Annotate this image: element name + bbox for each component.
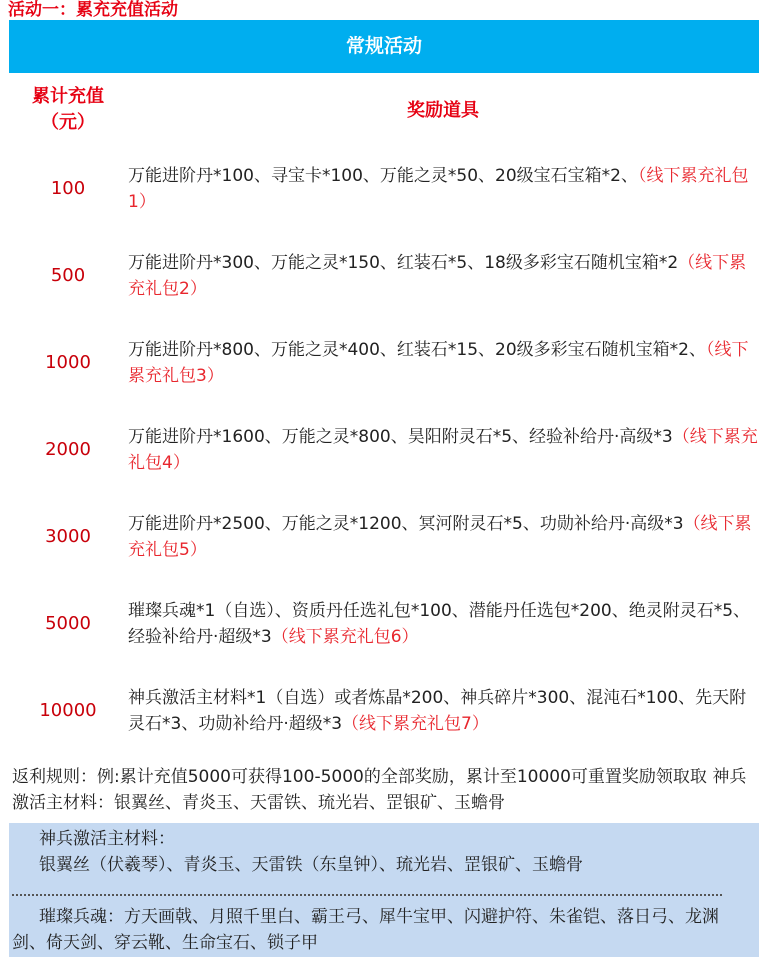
row-amount: 10000 [39, 700, 97, 721]
row-package: （线下累充礼包2） [128, 252, 747, 299]
row-package: （线下累充礼包3） [128, 339, 749, 386]
reward-row [9, 493, 759, 580]
materials-info-box [9, 823, 759, 957]
row-amount: 3000 [45, 526, 91, 547]
row-package: （线下累充礼包5） [128, 513, 752, 560]
rebate-rules: 返利规则：例:累计充值5000可获得100-5000的全部奖励，累计至10000可重置奖励领取取 神兵激活主材料：银翼丝、青炎玉、天雷铁、琉光岩、罡银矿、玉蟾骨 [12, 767, 747, 813]
column-header-reward: 奖励道具 [407, 100, 479, 121]
banner-regular-activity: 常规活动 [9, 20, 759, 73]
row-reward [128, 406, 759, 493]
row-amount: 100 [50, 178, 86, 199]
reward-row [9, 580, 759, 667]
column-header-amount [9, 84, 127, 136]
row-items: 万能进阶丹*1600、万能之灵*800、昊阳附灵石*5、经验补给丹·高级*3 [128, 426, 673, 447]
reward-row [9, 145, 759, 232]
row-reward [128, 493, 759, 580]
reward-row [9, 232, 759, 319]
row-reward [128, 232, 759, 319]
materials-title: 神兵激活主材料： [39, 829, 175, 849]
column-header-amount-unit: （元） [41, 112, 95, 133]
reward-row [9, 319, 759, 406]
reward-row [9, 406, 759, 493]
column-header-amount-label: 累计充值 [32, 86, 104, 107]
row-amount: 500 [50, 265, 86, 286]
section-title: 活动一：累充充值活动 [8, 0, 178, 20]
row-items: 璀璨兵魂*1（自选）、资质丹任选礼包*100、潜能丹任选包*200、绝灵附灵石*5、经验补给丹·超级*3 [128, 600, 751, 647]
row-items: 万能进阶丹*2500、万能之灵*1200、冥河附灵石*5、功勋补给丹·高级*3 [128, 513, 684, 534]
row-items: 万能进阶丹*100、寻宝卡*100、万能之灵*50、20级宝石宝箱*2、 [128, 165, 638, 186]
row-amount: 2000 [45, 439, 91, 460]
row-items: 万能进阶丹*800、万能之灵*400、红装石*15、20级多彩宝石随机宝箱*2、 [128, 339, 706, 360]
row-amount: 5000 [45, 613, 91, 634]
reward-row [9, 667, 759, 754]
row-items: 神兵激活主材料*1（自选）或者炼晶*200、神兵碎片*300、混沌石*100、先天附灵石*3、功勋补给丹·超级*3 [128, 687, 747, 734]
dotted-divider [12, 894, 722, 896]
row-reward [128, 580, 759, 667]
materials-list: 银翼丝（伏羲琴）、青炎玉、天雷铁（东皇钟）、琉光岩、罡银矿、玉蟾骨 [39, 855, 583, 875]
soul-list: 璀璨兵魂：方天画戟、月照千里白、霸王弓、犀牛宝甲、闪避护符、朱雀铠、落日弓、龙渊剑、倚天剑、穿云靴、生命宝石、锁子甲 [12, 907, 719, 953]
row-package: （线下累充礼包6） [271, 626, 419, 647]
row-package: （线下累充礼包7） [342, 713, 489, 734]
row-reward [128, 319, 759, 406]
row-package: （线下累充礼包1） [128, 165, 749, 212]
row-items: 万能进阶丹*300、万能之灵*150、红装石*5、18级多彩宝石随机宝箱*2 [128, 252, 679, 273]
row-reward [128, 145, 759, 232]
row-amount: 1000 [45, 352, 91, 373]
row-package: （线下累充礼包4） [128, 426, 758, 473]
row-reward [128, 667, 759, 754]
